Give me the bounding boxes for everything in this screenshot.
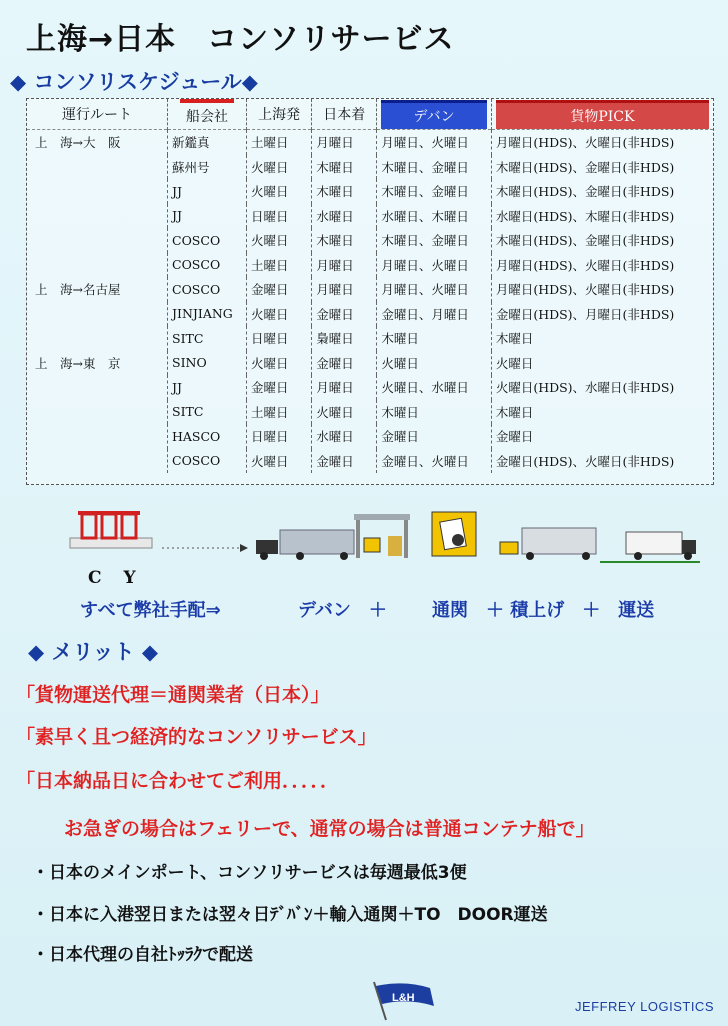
flow-step-arrange: すべて弊社手配⇒ xyxy=(80,600,221,621)
cell-devanning: 月曜日、火曜日 xyxy=(377,277,491,302)
cell-route: 上 海→東 京 xyxy=(35,355,121,371)
cell-departure: 金曜日 xyxy=(247,375,312,400)
cell-cargo-pick: 月曜日(HDS)、火曜日(非HDS) xyxy=(491,277,713,302)
cell-route xyxy=(27,326,168,351)
table-row xyxy=(27,155,713,180)
cell-devanning: 木曜日、金曜日 xyxy=(377,179,491,204)
merit-4: お急ぎの場合はフェリーで、通常の場合は普通コンテナ船で」 xyxy=(64,818,595,840)
cell-route xyxy=(27,155,168,180)
cell-departure: 火曜日 xyxy=(247,302,312,327)
cell-departure: 火曜日 xyxy=(247,351,312,376)
table-row xyxy=(27,400,713,425)
table-row xyxy=(27,449,713,474)
cell-devanning: 金曜日 xyxy=(377,424,491,449)
cell-route xyxy=(27,424,168,449)
cell-carrier: JJ xyxy=(168,179,247,204)
cell-departure: 日曜日 xyxy=(247,326,312,351)
header-arrival: 日本着 xyxy=(312,99,377,130)
table-row xyxy=(27,253,713,278)
table-row xyxy=(27,204,713,229)
cell-arrival: 金曜日 xyxy=(312,351,377,376)
cell-arrival: 木曜日 xyxy=(312,228,377,253)
cell-arrival: 水曜日 xyxy=(312,204,377,229)
cell-departure: 日曜日 xyxy=(247,424,312,449)
cell-carrier: 新鑑真 xyxy=(168,130,247,155)
cell-carrier: COSCO xyxy=(168,253,247,278)
table-row xyxy=(27,179,713,204)
cell-route xyxy=(27,449,168,474)
cell-devanning: 火曜日、水曜日 xyxy=(377,375,491,400)
table-row xyxy=(27,375,713,400)
cell-cargo-pick: 木曜日(HDS)、金曜日(非HDS) xyxy=(491,228,713,253)
cell-departure: 火曜日 xyxy=(247,179,312,204)
cell-cargo-pick: 木曜日(HDS)、金曜日(非HDS) xyxy=(491,179,713,204)
delivery-truck-icon xyxy=(600,532,700,562)
ship-with-cranes-icon xyxy=(70,511,152,548)
cell-arrival: 水曜日 xyxy=(312,424,377,449)
cell-departure: 金曜日 xyxy=(247,277,312,302)
cell-carrier: COSCO xyxy=(168,228,247,253)
cell-devanning: 月曜日、火曜日 xyxy=(377,130,491,155)
logo-text: L&H xyxy=(392,992,415,1004)
cell-devanning: 木曜日 xyxy=(377,326,491,351)
cell-arrival: 木曜日 xyxy=(312,155,377,180)
container-truck-icon xyxy=(256,530,354,560)
cell-arrival: 金曜日 xyxy=(312,449,377,474)
merit-3: 「日本納品日に合わせてご利用．．．．． xyxy=(16,770,340,792)
cell-devanning: 木曜日、金曜日 xyxy=(377,155,491,180)
bullet-3: ・日本代理の自社ﾄｯﾗｸで配送 xyxy=(32,945,253,965)
cell-arrival: 月曜日 xyxy=(312,375,377,400)
company-flag-logo xyxy=(364,978,454,1022)
cell-devanning: 水曜日、木曜日 xyxy=(377,204,491,229)
cell-route: 上 海→大 阪 xyxy=(27,130,168,155)
cell-carrier: JINJIANG xyxy=(168,302,247,327)
cell-route xyxy=(27,253,168,278)
merit-2: 「素早く且つ経済的なコンソリサービス」 xyxy=(16,726,377,748)
cell-route xyxy=(27,375,168,400)
cell-cargo-pick: 金曜日(HDS)、火曜日(非HDS) xyxy=(491,449,713,474)
cell-carrier: JJ xyxy=(168,204,247,229)
table-row xyxy=(27,351,713,376)
cell-devanning: 金曜日、月曜日 xyxy=(377,302,491,327)
cell-devanning: 月曜日、火曜日 xyxy=(377,253,491,278)
loading-truck-icon xyxy=(500,528,596,560)
cell-cargo-pick: 金曜日(HDS)、月曜日(非HDS) xyxy=(491,302,713,327)
cell-carrier: HASCO xyxy=(168,424,247,449)
merit-heading: ◆ メリット ◆ xyxy=(28,640,159,664)
merit-1: 「貨物運送代理＝通関業者（日本）」 xyxy=(16,684,330,706)
cell-arrival: 月曜日 xyxy=(312,253,377,278)
cell-carrier: 蘇州号 xyxy=(168,155,247,180)
cell-departure: 日曜日 xyxy=(247,204,312,229)
cell-carrier: COSCO xyxy=(168,449,247,474)
table-row xyxy=(27,302,713,327)
page-title: 上海→日本 コンソリサービス xyxy=(26,22,455,57)
cell-arrival: 木曜日 xyxy=(312,179,377,204)
cell-arrival: 月曜日 xyxy=(312,130,377,155)
cell-route: 上 海→名古屋 xyxy=(35,282,121,298)
cell-arrival: 金曜日 xyxy=(312,302,377,327)
cell-arrival: 火曜日 xyxy=(312,400,377,425)
header-devanning: デバン xyxy=(377,99,491,130)
cell-devanning: 金曜日、火曜日 xyxy=(377,449,491,474)
cell-cargo-pick: 水曜日(HDS)、木曜日(非HDS) xyxy=(491,204,713,229)
company-name: JEFFREY LOGISTICS xyxy=(574,999,714,1014)
header-carrier: 船会社 xyxy=(168,99,247,130)
cell-route xyxy=(27,204,168,229)
cell-route xyxy=(27,302,168,327)
cell-cargo-pick: 火曜日(HDS)、水曜日(非HDS) xyxy=(491,375,713,400)
header-route: 運行ルート xyxy=(62,107,132,123)
cell-cargo-pick: 火曜日 xyxy=(491,351,713,376)
schedule-table xyxy=(26,98,714,485)
logistics-flow-illustration xyxy=(60,508,700,578)
cell-cargo-pick: 木曜日 xyxy=(491,326,713,351)
cell-route xyxy=(27,228,168,253)
cell-carrier: SITC xyxy=(168,400,247,425)
cell-devanning: 火曜日 xyxy=(377,351,491,376)
cell-arrival: 月曜日 xyxy=(312,277,377,302)
cell-departure: 火曜日 xyxy=(247,449,312,474)
bullet-1: ・日本のメインポート、コンソリサービスは毎週最低3便 xyxy=(32,863,467,883)
cell-departure: 火曜日 xyxy=(247,228,312,253)
table-row xyxy=(27,277,713,302)
table-row xyxy=(27,424,713,449)
bullet-2: ・日本に入港翌日または翌々日ﾃﾞﾊﾞﾝ＋輸入通関＋TO DOOR運送 xyxy=(32,905,548,925)
cell-arrival: 梟曜日 xyxy=(312,326,377,351)
customs-document-icon xyxy=(432,512,476,556)
cell-departure: 土曜日 xyxy=(247,253,312,278)
warehouse-forklift-icon xyxy=(354,514,410,558)
table-row xyxy=(27,130,713,155)
cell-route xyxy=(27,400,168,425)
header-departure: 上海発 xyxy=(247,99,312,130)
cell-departure: 土曜日 xyxy=(247,400,312,425)
cell-cargo-pick: 金曜日 xyxy=(491,424,713,449)
cell-cargo-pick: 月曜日(HDS)、火曜日(非HDS) xyxy=(491,253,713,278)
cell-carrier: JJ xyxy=(168,375,247,400)
cell-departure: 火曜日 xyxy=(247,155,312,180)
cell-devanning: 木曜日 xyxy=(377,400,491,425)
cell-carrier: SINO xyxy=(168,351,247,376)
cell-carrier: SITC xyxy=(168,326,247,351)
cy-label: C Y xyxy=(88,568,144,588)
cell-devanning: 木曜日、金曜日 xyxy=(377,228,491,253)
flow-step-customs: 通関 ＋ 積上げ ＋ 運送 xyxy=(432,600,655,621)
flow-step-devan: デバン ＋ xyxy=(298,600,387,621)
cell-carrier: COSCO xyxy=(168,277,247,302)
cell-cargo-pick: 木曜日(HDS)、金曜日(非HDS) xyxy=(491,155,713,180)
table-row xyxy=(27,326,713,351)
cell-cargo-pick: 木曜日 xyxy=(491,400,713,425)
schedule-heading: ◆ コンソリスケジュール◆ xyxy=(10,70,258,94)
cell-cargo-pick: 月曜日(HDS)、火曜日(非HDS) xyxy=(491,130,713,155)
header-cargo-pick: 貨物PICK xyxy=(491,99,713,130)
cell-departure: 土曜日 xyxy=(247,130,312,155)
table-row xyxy=(27,228,713,253)
cell-route xyxy=(27,179,168,204)
